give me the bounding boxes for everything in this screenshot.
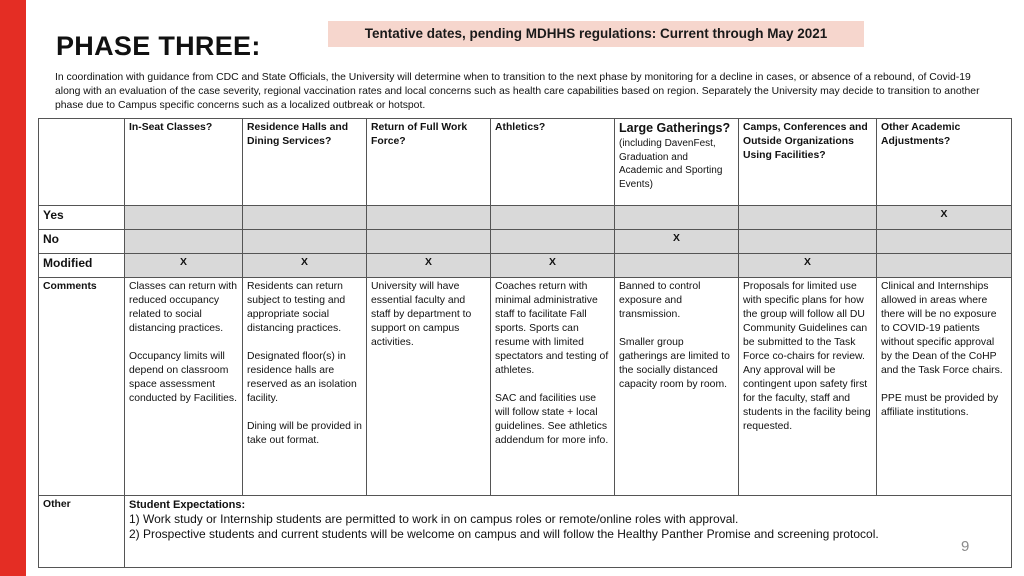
- modified-mark: X: [739, 254, 877, 278]
- comment-text: Occupancy limits will depend on classroom space assessment conducted by Facilities.: [129, 351, 238, 404]
- no-mark: X: [615, 230, 739, 254]
- no-mark: [877, 230, 1012, 254]
- no-mark: [243, 230, 367, 254]
- comment-cell-gatherings: [615, 278, 739, 496]
- modified-row: [39, 254, 1012, 278]
- modified-mark: X: [367, 254, 491, 278]
- row-label-other: Other: [39, 496, 125, 568]
- expectation-line: 2) Prospective students and current students will be welcome on campus and will follow the Healthy Panther Promise and screening protocol.: [129, 527, 879, 541]
- yes-mark: X: [877, 206, 1012, 230]
- comment-text: PPE must be provided by affiliate institutions.: [881, 393, 999, 418]
- yes-mark: [367, 206, 491, 230]
- comment-cell-camps: [739, 278, 877, 496]
- modified-mark: X: [491, 254, 615, 278]
- expectation-line: 1) Work study or Internship students are permitted to work in on campus roles or remote/online roles with approval.: [129, 512, 739, 526]
- comment-cell-academic: [877, 278, 1012, 496]
- yes-mark: [491, 206, 615, 230]
- row-label-yes: Yes: [39, 206, 125, 230]
- no-mark: [739, 230, 877, 254]
- yes-mark: [615, 206, 739, 230]
- comment-text: SAC and facilities use will follow state + local guidelines. See athletics addendum for more info.: [495, 393, 609, 446]
- large-gatherings-title: Large Gatherings?: [619, 121, 731, 135]
- other-row: [39, 496, 1012, 568]
- no-mark: [367, 230, 491, 254]
- comment-cell-in-seat: [125, 278, 243, 496]
- comment-cell-athletics: [491, 278, 615, 496]
- modified-mark: X: [125, 254, 243, 278]
- yes-row: [39, 206, 1012, 230]
- dates-banner: Tentative dates, pending MDHHS regulations: Current through May 2021: [328, 21, 864, 47]
- intro-paragraph: In coordination with guidance from CDC and State Officials, the University will determine when to transition to the next phase by monitoring for a decline in cases, or absence of a rebound, of Covid-19 along with an evaluation of the case severity, regional vaccination rates and local concerns such as health care capabilities based on region. Separately the University may decide to transition to another phase due to Campus specific concerns such as a localized outbreak or hotspot.: [55, 72, 980, 112]
- column-header-other-academic: Other Academic Adjustments?: [877, 119, 1012, 206]
- comment-cell-residence: [243, 278, 367, 496]
- modified-mark: [615, 254, 739, 278]
- yes-mark: [739, 206, 877, 230]
- yes-mark: [243, 206, 367, 230]
- row-label-no: No: [39, 230, 125, 254]
- yes-mark: [125, 206, 243, 230]
- row-label-modified: Modified: [39, 254, 125, 278]
- comment-text: Banned to control exposure and transmission.: [619, 281, 701, 320]
- header-row: [39, 119, 1012, 206]
- comment-text: Coaches return with minimal administrative staff to facilitate Fall sports. Sports can resume with limited spectators and testing of athletes.: [495, 281, 609, 376]
- comment-cell-work-force: [367, 278, 491, 496]
- comments-row: [39, 278, 1012, 496]
- no-mark: [491, 230, 615, 254]
- comment-text: Clinical and Internships allowed in areas where there will be no exposure to COVID-19 patients without specific approval by the Dean of the CoHP and the Task Force chairs.: [881, 281, 1003, 376]
- comment-text: University will have essential faculty and staff by department to support on campus activities.: [371, 281, 472, 348]
- student-expectations-cell: [125, 496, 1012, 568]
- column-header-large-gatherings: [615, 119, 739, 206]
- no-mark: [125, 230, 243, 254]
- phase-table: [38, 118, 1012, 568]
- no-row: [39, 230, 1012, 254]
- comment-text: Classes can return with reduced occupancy related to social distancing practices.: [129, 281, 237, 334]
- comment-text: Residents can return subject to testing and appropriate social distancing practices.: [247, 281, 346, 334]
- comment-text: Dining will be provided in take out format.: [247, 421, 362, 446]
- student-expectations-heading: Student Expectations:: [129, 499, 246, 511]
- row-label-comments: Comments: [39, 278, 125, 496]
- column-header-work-force: Return of Full Work Force?: [367, 119, 491, 206]
- column-header-camps-conferences: Camps, Conferences and Outside Organizations Using Facilities?: [739, 119, 877, 206]
- red-accent-bar: [0, 0, 26, 576]
- column-header-in-seat-classes: In-Seat Classes?: [125, 119, 243, 206]
- large-gatherings-subtitle: (including DavenFest, Graduation and Academic and Sporting Events): [619, 138, 723, 190]
- page-title: PHASE THREE:: [56, 31, 261, 61]
- column-header-athletics: Athletics?: [491, 119, 615, 206]
- comment-text: Smaller group gatherings are limited to the socially distanced capacity room by room.: [619, 337, 730, 390]
- column-header-residence-halls: Residence Halls and Dining Services?: [243, 119, 367, 206]
- modified-mark: [877, 254, 1012, 278]
- comment-text: Proposals for limited use with specific plans for how the group will follow all DU Community Guidelines can be submitted to the Task Force co-chairs for review. Any approval will be contingent upon safety first for the faculty, staff and students in the facility being requested.: [743, 281, 871, 432]
- page-number: 9: [961, 538, 970, 555]
- modified-mark: X: [243, 254, 367, 278]
- comment-text: Designated floor(s) in residence halls are reserved as an isolation facility.: [247, 351, 357, 404]
- header-corner: [39, 119, 125, 206]
